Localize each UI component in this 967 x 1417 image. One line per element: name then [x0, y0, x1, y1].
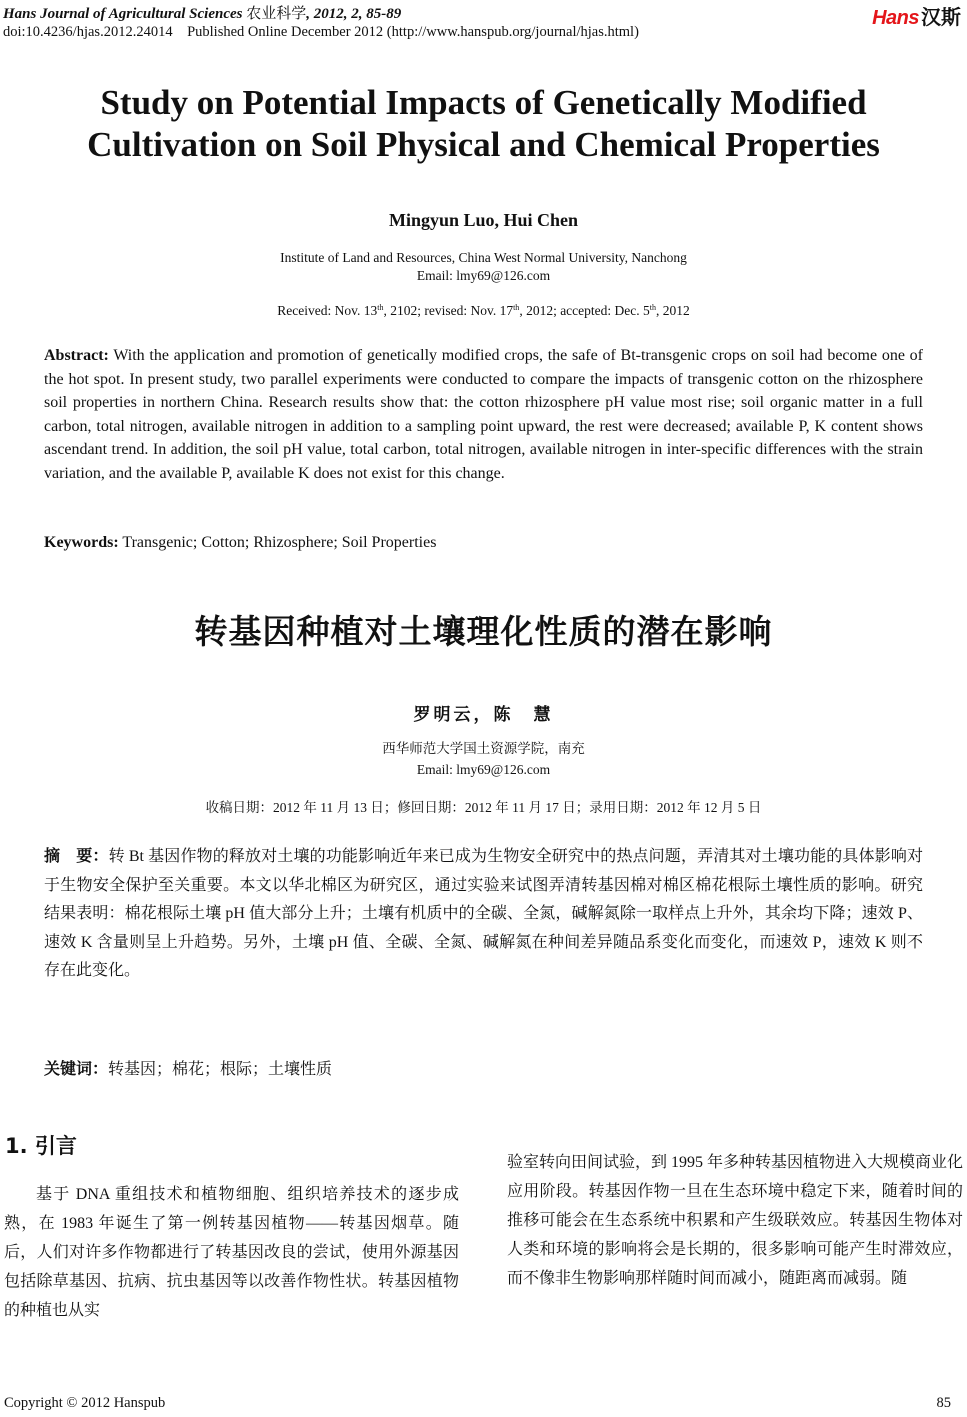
section-heading: 1. 引言: [5, 1134, 77, 1158]
sup: th: [649, 303, 656, 312]
keywords-label: Keywords:: [44, 534, 119, 551]
body-column-left: 基于 DNA 重组技术和植物细胞、组织培养技术的逐步成熟，在 1983 年诞生了第一例转基因植物——转基因烟草。随后，人们对许多作物都进行了转基因改良的尝试，使用外源基因包括除草基因、抗病、抗虫基因等以改善作物性状。转基因植物的种植也从实: [4, 1186, 459, 1319]
dates-line: [0, 303, 967, 319]
cn-affiliation: 西华师范大学国土资源学院，南充: [382, 741, 585, 756]
cn-abstract-text: 转 Bt 基因作物的释放对土壤的功能影响近年来已成为生物安全研究中的热点问题，弄清其对土壤功能的具体影响对于生物安全保护至关重要。本文以华北棉区为研究区，通过实验来试图弄清转基因棉对棉区棉花根际土壤性质的影响。研究结果表明：棉花根际土壤 pH 值大部分上升；土壤有机质中的全碳、全氮，碱解氮除一取样点上升外，其余均下降；速效 P、速效 K 含量则呈上升趋势。另外，土壤 pH 值、全碳、全氮、碱解氮在种间差异随品系变化而变化，而速效 P，速效 K 则不存在此变化。: [44, 848, 923, 980]
cn-dates: 收稿日期：2012 年 11 月 13 日；修回日期：2012 年 11 月 17 日；录用日期：2012 年 12 月 5 日: [205, 800, 762, 815]
cn-keywords-text: 转基因；棉花；根际；土壤性质: [108, 1061, 333, 1078]
date-tail: , 2012: [656, 303, 690, 318]
journal-header: [3, 2, 401, 23]
volume-info: , 2012, 2, 85-89: [306, 6, 402, 22]
keywords: [44, 534, 436, 552]
cn-title: 转基因种植对土壤理化性质的潜在影响: [194, 612, 773, 651]
title-line-2: Cultivation on Soil Physical and Chemical Properties: [87, 125, 880, 164]
received-date: Received: Nov. 13: [277, 303, 378, 318]
cn-abstract: [44, 842, 923, 986]
logo-cn: 汉斯: [921, 7, 961, 29]
cn-affiliation-block: [0, 738, 967, 780]
publisher-logo: [872, 1, 961, 30]
abstract: [44, 344, 923, 486]
keywords-text: Transgenic; Cotton; Rhizosphere; Soil Properties: [122, 534, 437, 551]
abstract-label: Abstract:: [44, 347, 109, 364]
email: Email: lmy69@126.com: [416, 268, 551, 283]
title-line-1: Study on Potential Impacts of Genetically Modified: [100, 83, 867, 122]
accepted-date: , 2012; accepted: Dec. 5: [519, 303, 650, 318]
affiliation: Institute of Land and Resources, China West Normal University, Nanchong: [280, 250, 687, 265]
abstract-text: With the application and promotion of genetically modified crops, the safe of Bt-transgenic crops on soil had become one of the hot spot. In present study, two parallel experiments were conducted to compare the impacts of transgenic cotton on the rhizosphere soil properties in northern China. Research results show that: the cotton rhizosphere pH value most rise; soil organic matter in a full carbon, total nitrogen, available nitrogen in addition to a sampling point upward, the rest were decreased; available P, K content shows ascendant trend. In addition, the soil pH value, total carbon, total nitrogen, available nitrogen in inter-specific differences with the strain variation, and the available P, available K does not exist for this change.: [44, 347, 923, 482]
cn-email: Email: lmy69@126.com: [416, 762, 551, 777]
logo-en: Hans: [872, 7, 919, 29]
doi-line: doi:10.4236/hjas.2012.24014 Published Online December 2012 (http://www.hanspub.org/journal/hjas.html): [3, 24, 639, 40]
sup: th: [513, 303, 520, 312]
authors: Mingyun Luo, Hui Chen: [388, 210, 579, 230]
paper-title: [0, 82, 967, 166]
copyright: Copyright © 2012 Hanspub: [4, 1395, 166, 1411]
revised-date: , 2102; revised: Nov. 17: [383, 303, 514, 318]
journal-name: Hans Journal of Agricultural Sciences: [3, 6, 243, 22]
page-number: 85: [936, 1395, 951, 1411]
body-column-right: 验室转向田间试验，到 1995 年多种转基因植物进入大规模商业化应用阶段。转基因作物一旦在生态环境中稳定下来，随着时间的推移可能会在生态系统中积累和产生级联效应。转基因生物体对人类和环境的影响将会是长期的，很多影响可能产生时滞效应，而不像非生物影响那样随时间而减小，随距离而减弱。随: [507, 1154, 964, 1287]
cn-keywords-label: 关键词：: [44, 1059, 109, 1078]
cn-abstract-label: 摘 要：: [44, 846, 109, 865]
cn-authors: 罗明云，陈 慧: [413, 705, 554, 725]
affiliation-block: [0, 249, 967, 285]
journal-name-cn: 农业科学: [246, 6, 307, 22]
cn-keywords: [44, 1056, 332, 1079]
sup: th: [377, 303, 384, 312]
